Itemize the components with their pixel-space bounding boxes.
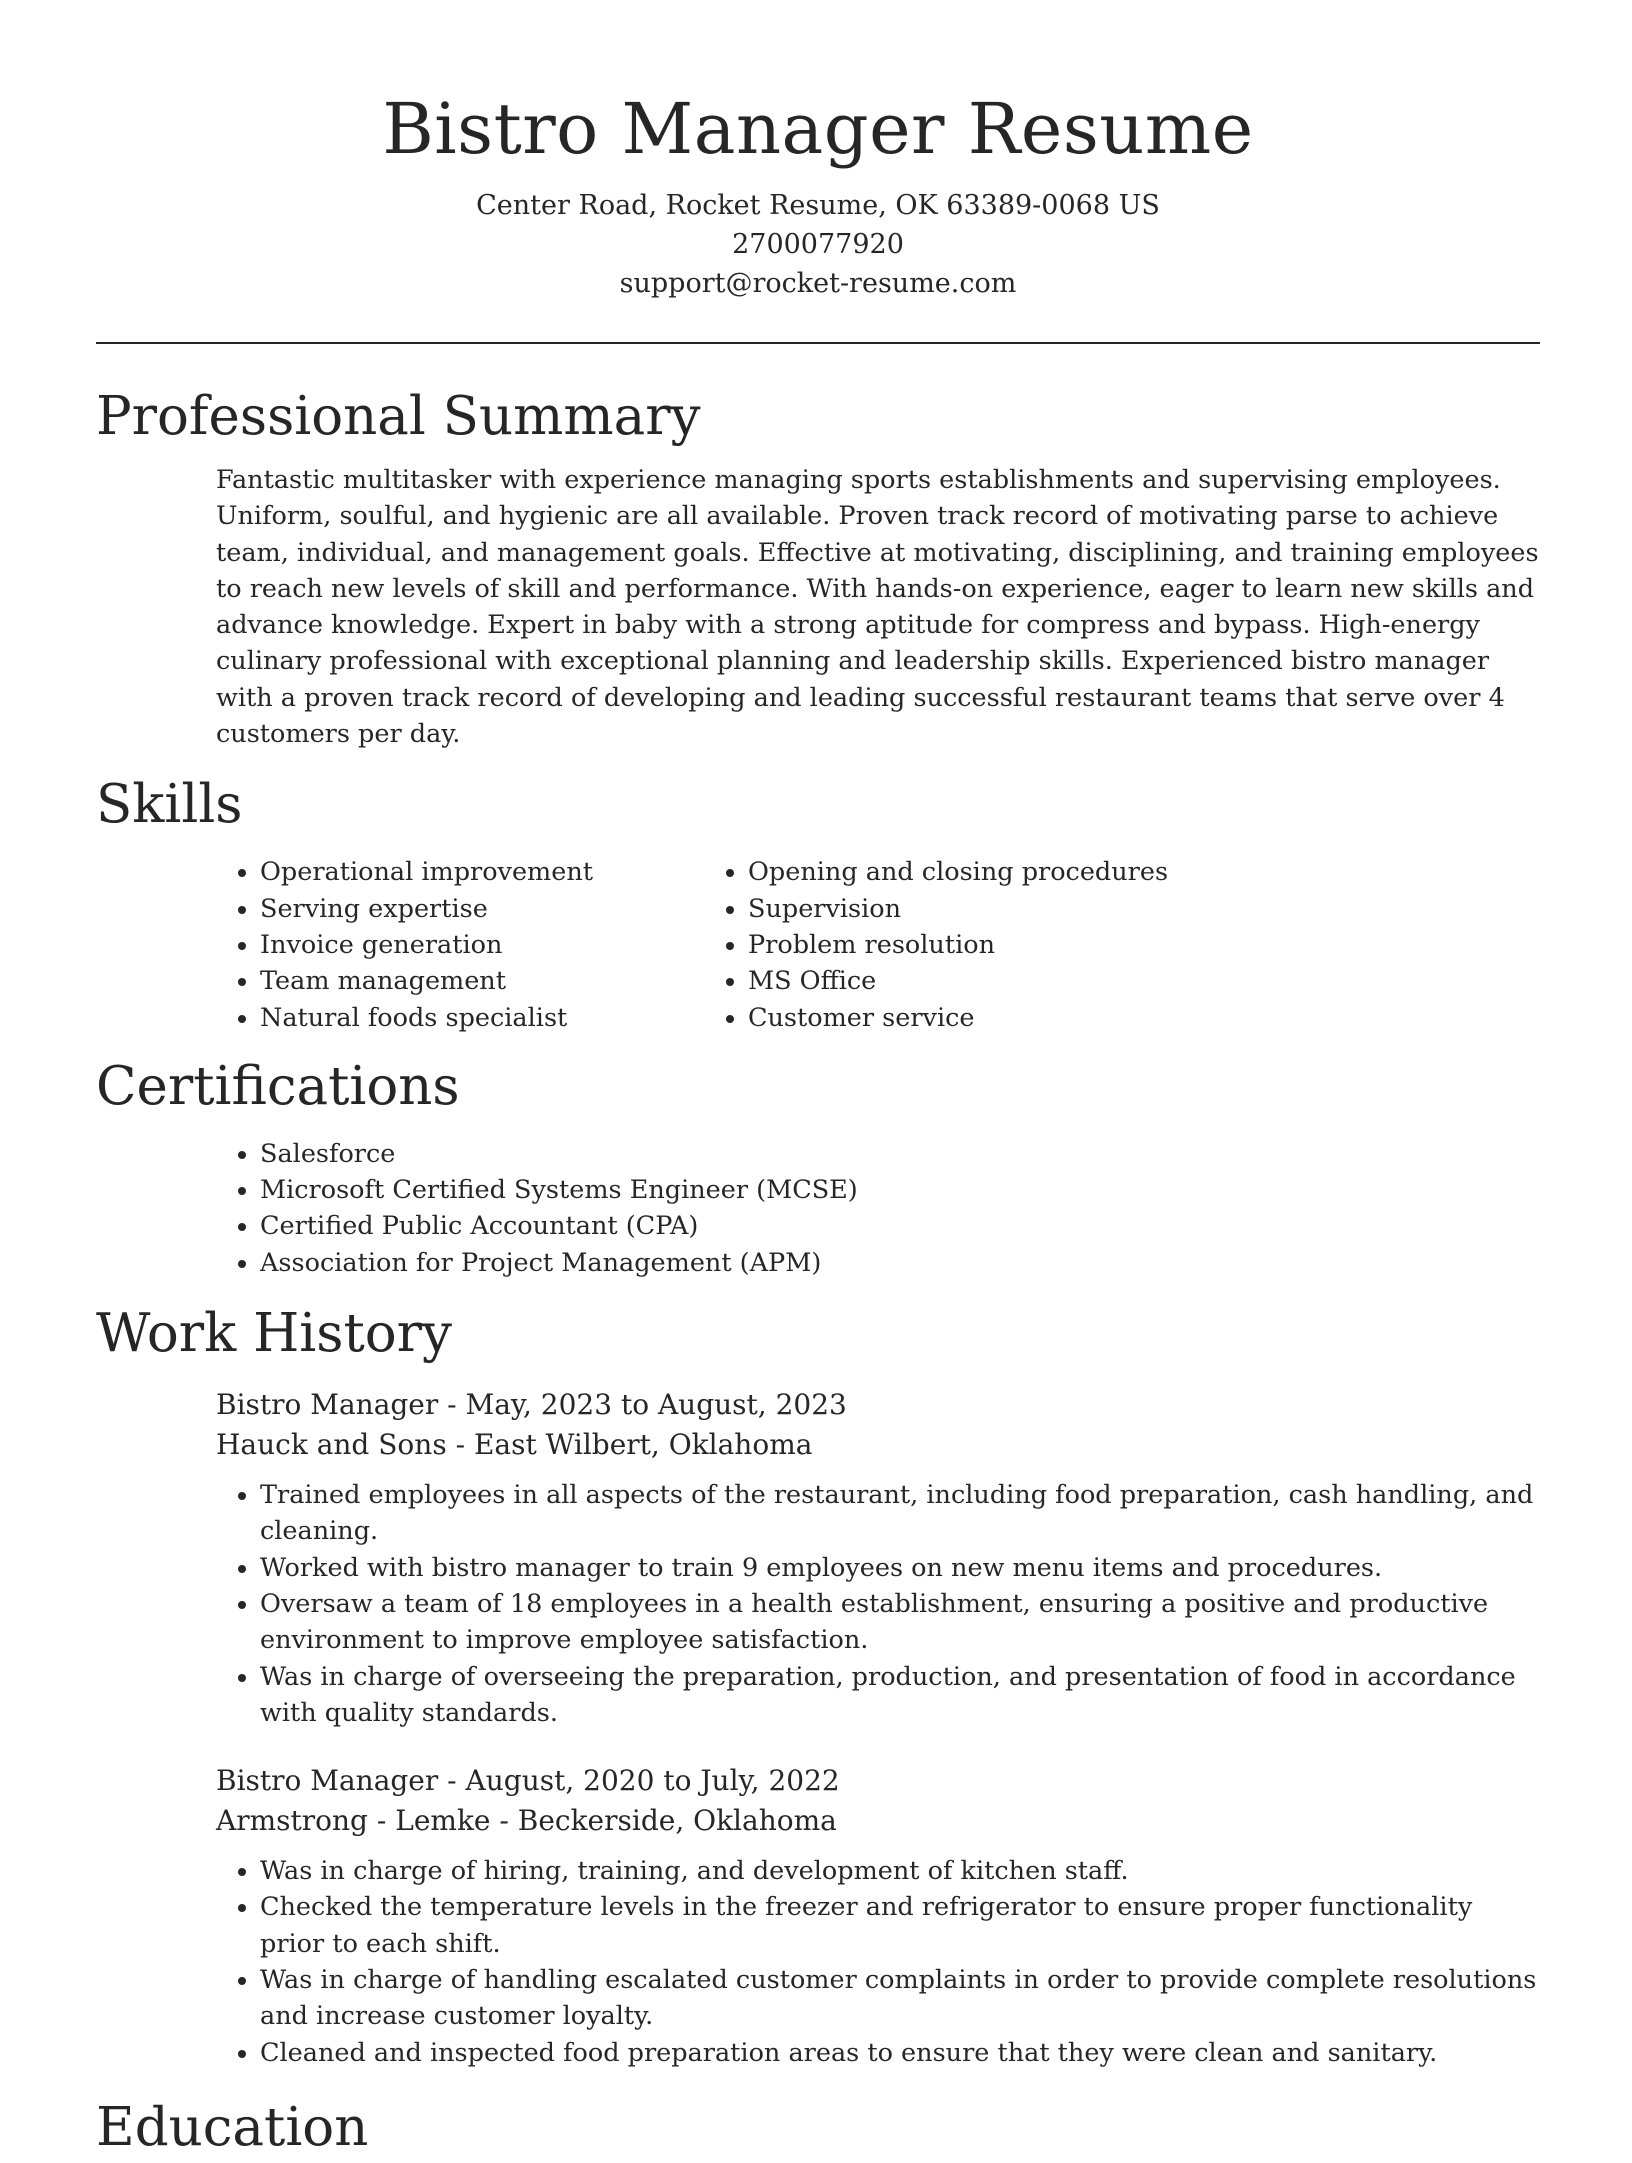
header-divider (96, 342, 1540, 344)
work-history-heading: Work History (96, 1303, 452, 1365)
job-entry (216, 1385, 1540, 1731)
job-bullet: • Checked the temperature levels in the freezer and refrigerator to ensure proper functionality prior to each shift. (260, 1889, 1540, 1962)
resume-title: Bistro Manager Resume (382, 88, 1254, 170)
resume-page (96, 0, 1540, 2163)
skills-column-left (96, 854, 748, 1035)
skill-item: • Operational improvement (260, 854, 748, 890)
skill-item: • Opening and closing procedures (748, 854, 1168, 890)
skill-item: • Natural foods specialist (260, 1000, 748, 1036)
education-heading: Education (96, 2096, 369, 2158)
skills-heading: Skills (96, 774, 243, 836)
job-bullets (96, 1853, 1540, 2071)
job-title-line: Bistro Manager - August, 2020 to July, 2022 (216, 1764, 840, 1798)
skill-item: • Customer service (748, 1000, 1168, 1036)
certification-item: • Certified Public Accountant (CPA) (260, 1208, 1540, 1244)
skill-item: • Invoice generation (260, 927, 748, 963)
job-bullet: • Trained employees in all aspects of the restaurant, including food preparation, cash handling, and cleaning. (260, 1477, 1540, 1550)
certification-item: • Association for Project Management (APM) (260, 1245, 1540, 1281)
job-bullet: • Was in charge of overseeing the preparation, production, and presentation of food in accordance with quality standards. (260, 1659, 1540, 1732)
summary-heading: Professional Summary (96, 386, 701, 447)
job-bullet: • Was in charge of handling escalated customer complaints in order to provide complete resolutions and increase customer loyalty. (260, 1962, 1540, 2035)
certifications-heading: Certifications (96, 1055, 460, 1117)
job-company-line: Hauck and Sons - East Wilbert, Oklahoma (216, 1428, 813, 1462)
job-bullets (96, 1477, 1540, 1731)
certification-item: • Salesforce (260, 1136, 1540, 1172)
job-company-line: Armstrong - Lemke - Beckerside, Oklahoma (216, 1804, 837, 1838)
skill-item: • Problem resolution (748, 927, 1168, 963)
contact-email: support@rocket-resume.com (619, 268, 1017, 299)
skills-column-right (748, 854, 1168, 1035)
skill-item: • MS Office (748, 963, 1168, 999)
job-bullet: • Oversaw a team of 18 employees in a health establishment, ensuring a positive and productive environment to improve employee satisfaction. (260, 1586, 1540, 1659)
contact-block (96, 186, 1540, 303)
skills-list (96, 854, 1540, 1035)
skill-item: • Serving expertise (260, 891, 748, 927)
summary-text: Fantastic multitasker with experience managing sports establishments and supervising employees. Uniform, soulful, and hygienic are all available. Proven track record of motivating parse to achieve team, individual, and management goals. Effective at motivating, disciplining, and training employees to reach new levels of skill and performance. With hands-on experience, eager to learn new skills and advance knowledge. Expert in baby with a strong aptitude for compress and bypass. High-energy culinary professional with exceptional planning and leadership skills. Experienced bistro manager with a proven track record of developing and leading successful restaurant teams that serve over 4 customers per day. (216, 465, 1539, 750)
certification-item: • Microsoft Certified Systems Engineer (MCSE) (260, 1172, 1540, 1208)
job-bullet: • Was in charge of hiring, training, and development of kitchen staff. (260, 1853, 1540, 1889)
skill-item: • Supervision (748, 891, 1168, 927)
job-bullet: • Cleaned and inspected food preparation areas to ensure that they were clean and sanitary. (260, 2035, 1540, 2071)
contact-address: Center Road, Rocket Resume, OK 63389-0068 US (476, 190, 1160, 221)
job-title-line: Bistro Manager - May, 2023 to August, 2023 (216, 1388, 847, 1422)
job-entry (216, 1761, 1540, 2071)
contact-phone: 2700077920 (732, 229, 904, 260)
certifications-list (96, 1136, 1540, 1281)
skill-item: • Team management (260, 963, 748, 999)
job-bullet: • Worked with bistro manager to train 9 employees on new menu items and procedures. (260, 1550, 1540, 1586)
